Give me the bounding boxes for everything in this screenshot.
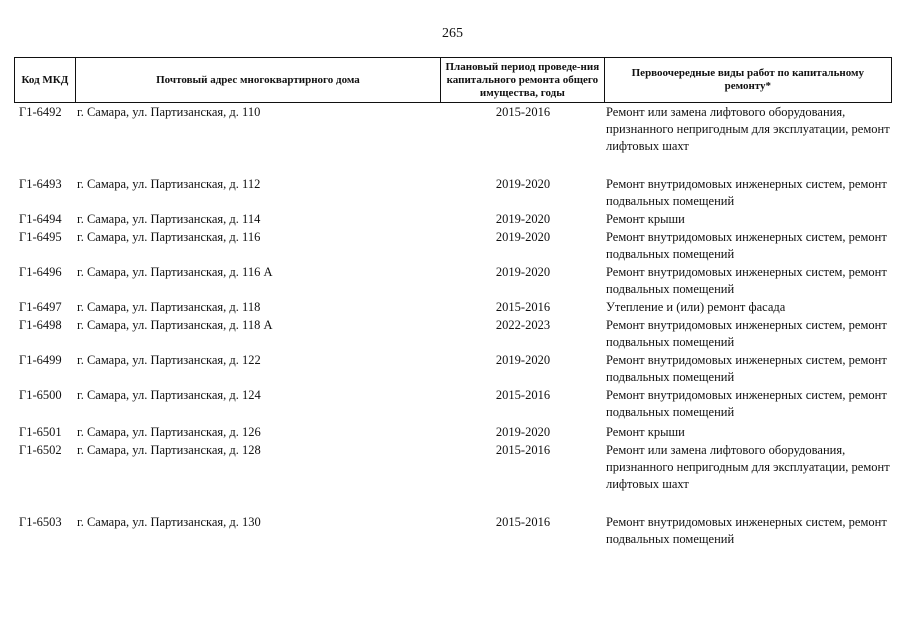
row-work: Ремонт внутридомовых инженерных систем, ремонт подвальных помещений xyxy=(606,265,887,296)
row-work: Утепление и (или) ремонт фасада xyxy=(606,300,786,314)
row-address: г. Самара, ул. Партизанская, д. 114 xyxy=(77,212,261,226)
row-code: Г1-6494 xyxy=(19,212,62,226)
row-work: Ремонт внутридомовых инженерных систем, ремонт подвальных помещений xyxy=(606,353,887,384)
row-code: Г1-6501 xyxy=(19,425,62,439)
row-period: 2019-2020 xyxy=(495,230,551,244)
row-code: Г1-6492 xyxy=(19,105,62,119)
row-address: г. Самара, ул. Партизанская, д. 124 xyxy=(77,388,261,402)
row-period: 2015-2016 xyxy=(495,105,551,119)
row-work: Ремонт внутридомовых инженерных систем, ремонт подвальных помещений xyxy=(606,388,887,419)
row-period: 2015-2016 xyxy=(495,515,551,529)
row-address: г. Самара, ул. Партизанская, д. 122 xyxy=(77,353,261,367)
row-address: г. Самара, ул. Партизанская, д. 130 xyxy=(77,515,261,529)
row-work: Ремонт внутридомовых инженерных систем, ремонт подвальных помещений xyxy=(606,177,887,208)
row-period: 2019-2020 xyxy=(495,265,551,279)
row-work: Ремонт внутридомовых инженерных систем, ремонт подвальных помещений xyxy=(606,515,887,546)
row-address: г. Самара, ул. Партизанская, д. 118 А xyxy=(77,318,273,332)
row-period: 2019-2020 xyxy=(495,425,551,439)
row-address: г. Самара, ул. Партизанская, д. 112 xyxy=(77,177,261,191)
row-work: Ремонт крыши xyxy=(606,212,685,226)
row-period: 2015-2016 xyxy=(495,300,551,314)
row-code: Г1-6497 xyxy=(19,300,62,314)
table-header xyxy=(14,57,892,103)
row-address: г. Самара, ул. Партизанская, д. 128 xyxy=(77,443,261,457)
row-work: Ремонт внутридомовых инженерных систем, ремонт подвальных помещений xyxy=(606,318,887,349)
row-work: Ремонт или замена лифтового оборудования, признанного непригодным для эксплуатации, ремонт лифтовых шахт xyxy=(606,105,890,153)
row-code: Г1-6499 xyxy=(19,353,62,367)
row-address: г. Самара, ул. Партизанская, д. 118 xyxy=(77,300,261,314)
row-code: Г1-6500 xyxy=(19,388,62,402)
column-header-work: Первоочередные виды работ по капитальному ремонту* xyxy=(631,67,865,92)
row-period: 2019-2020 xyxy=(495,212,551,226)
row-work: Ремонт или замена лифтового оборудования, признанного непригодным для эксплуатации, ремонт лифтовых шахт xyxy=(606,443,890,491)
column-header-code: Код МКД xyxy=(15,58,76,102)
row-period: 2019-2020 xyxy=(495,353,551,367)
row-work: Ремонт внутридомовых инженерных систем, ремонт подвальных помещений xyxy=(606,230,887,261)
row-address: г. Самара, ул. Партизанская, д. 126 xyxy=(77,425,261,439)
row-period: 2015-2016 xyxy=(495,388,551,402)
row-code: Г1-6503 xyxy=(19,515,62,529)
row-period: 2022-2023 xyxy=(495,318,551,332)
row-code: Г1-6496 xyxy=(19,265,62,279)
row-code: Г1-6502 xyxy=(19,443,62,457)
row-code: Г1-6495 xyxy=(19,230,62,244)
column-header-period: Плановый период проведе-ния капитального ремонта общего имущества, годы xyxy=(441,58,605,102)
row-address: г. Самара, ул. Партизанская, д. 110 xyxy=(77,105,261,119)
page-number: 265 xyxy=(442,26,463,41)
row-code: Г1-6498 xyxy=(19,318,62,332)
row-address: г. Самара, ул. Партизанская, д. 116 А xyxy=(77,265,273,279)
row-address: г. Самара, ул. Партизанская, д. 116 xyxy=(77,230,261,244)
row-period: 2019-2020 xyxy=(495,177,551,191)
row-work: Ремонт крыши xyxy=(606,425,685,439)
column-header-address: Почтовый адрес многоквартирного дома xyxy=(76,58,441,102)
row-period: 2015-2016 xyxy=(495,443,551,457)
row-code: Г1-6493 xyxy=(19,177,62,191)
